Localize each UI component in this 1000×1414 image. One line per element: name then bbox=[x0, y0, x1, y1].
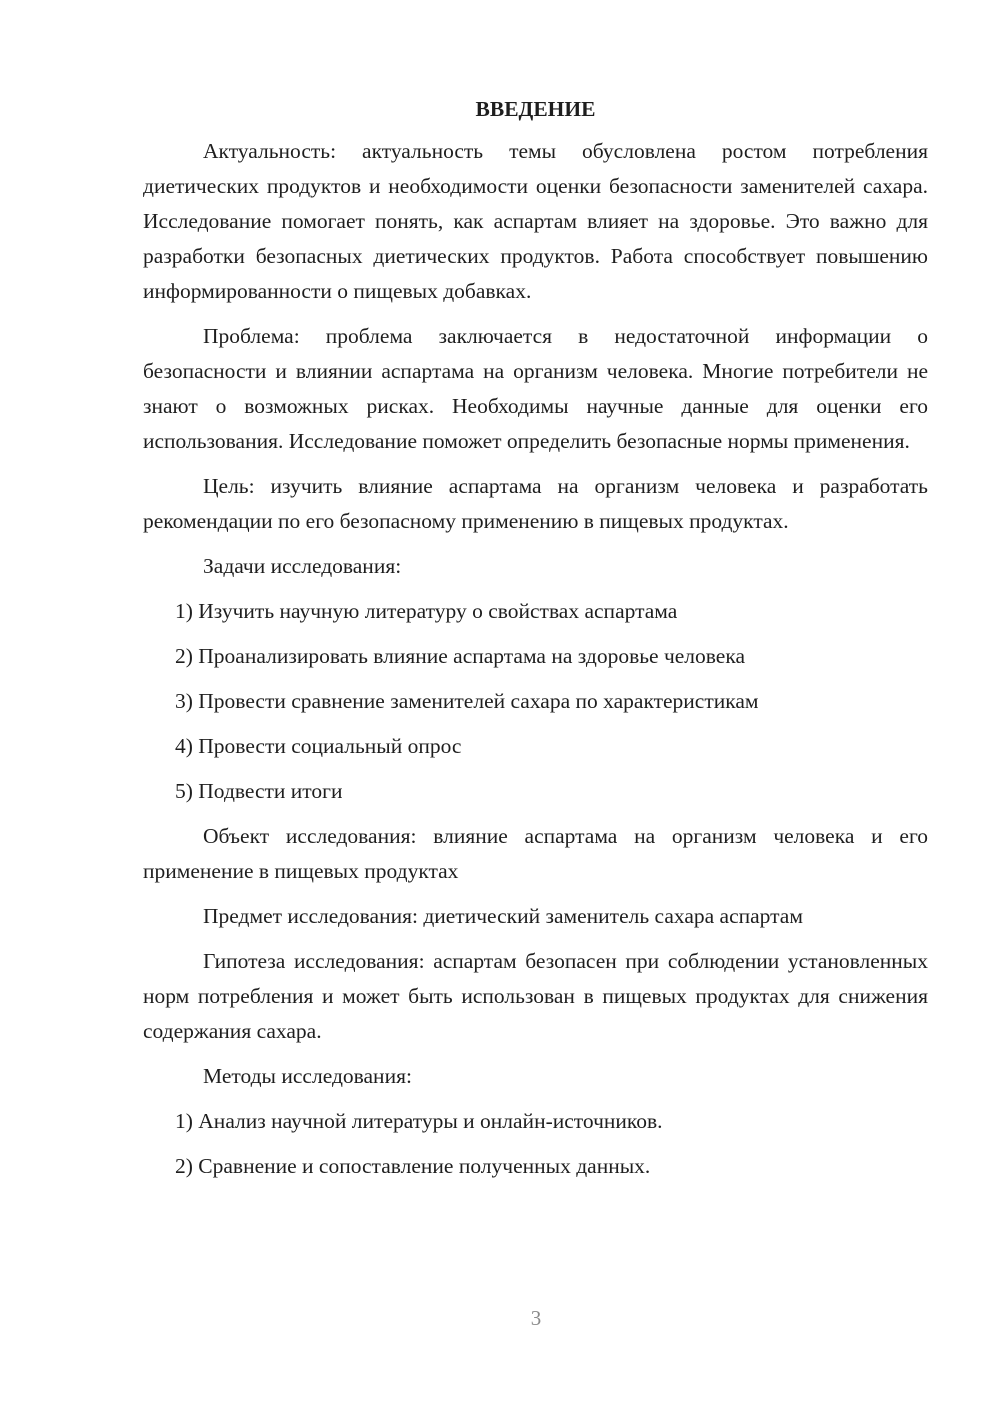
list-item: 1) Анализ научной литературы и онлайн-источников. bbox=[175, 1109, 663, 1133]
relevance-paragraph: Актуальность: актуальность темы обусловлена ростом потребления диетических продуктов и необходимости оценки безопасности заменителей сахара. Исследование помогает понять, как аспартам влияет на здоровье. Это важно для разработки безопасных диетических продуктов. Работа способствует повышению информированности о пищевых добавках. bbox=[143, 139, 928, 303]
page-number: 3 bbox=[530, 1306, 542, 1330]
list-item: 1) Изучить научную литературу о свойствах аспартама bbox=[175, 599, 678, 623]
list-item: 3) Провести сравнение заменителей сахара по характеристикам bbox=[175, 689, 759, 713]
subject-paragraph: Предмет исследования: диетический заменитель сахара аспартам bbox=[203, 904, 803, 928]
goal-paragraph: Цель: изучить влияние аспартама на организм человека и разработать рекомендации по его безопасному применению в пищевых продуктах. bbox=[143, 474, 928, 533]
object-paragraph: Объект исследования: влияние аспартама на организм человека и его применение в пищевых продуктах bbox=[143, 824, 928, 883]
tasks-heading: Задачи исследования: bbox=[203, 554, 402, 578]
methods-list bbox=[143, 1104, 928, 1184]
list-item: 2) Сравнение и сопоставление полученных данных. bbox=[175, 1154, 651, 1178]
page-title: ВВЕДЕНИЕ bbox=[475, 97, 596, 121]
list-item: 5) Подвести итоги bbox=[175, 779, 343, 803]
problem-paragraph: Проблема: проблема заключается в недостаточной информации о безопасности и влиянии аспартама на организм человека. Многие потребители не знают о возможных рисках. Необходимы научные данные для оценки его использования. Исследование поможет определить безопасные нормы применения. bbox=[143, 324, 928, 453]
document-page bbox=[143, 92, 928, 1194]
list-item: 4) Провести социальный опрос bbox=[175, 734, 462, 758]
list-item: 2) Проанализировать влияние аспартама на здоровье человека bbox=[175, 644, 746, 668]
hypothesis-paragraph: Гипотеза исследования: аспартам безопасен при соблюдении установленных норм потребления и может быть использован в пищевых продуктах для снижения содержания сахара. bbox=[143, 949, 928, 1043]
tasks-list bbox=[143, 594, 928, 809]
methods-heading: Методы исследования: bbox=[203, 1064, 412, 1088]
